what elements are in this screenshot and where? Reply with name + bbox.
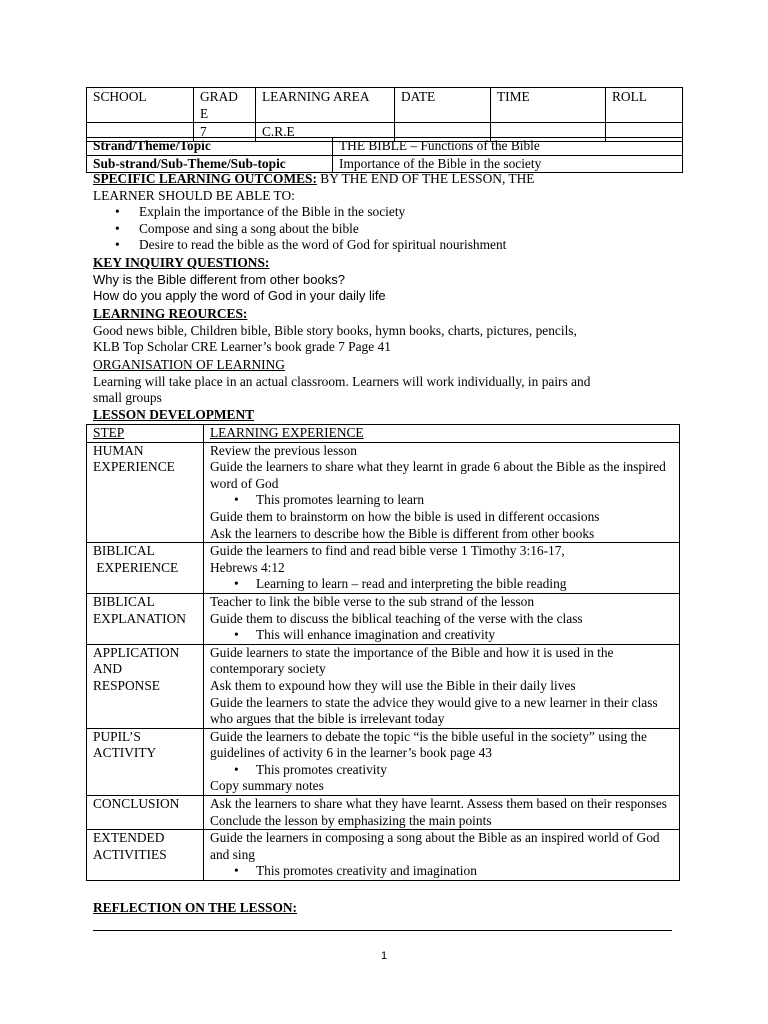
header-row [87,88,683,123]
outcome-item: • Desire to read the bible as the word of God for spiritual nourishment [93,237,683,254]
experience-line: Ask the learners to share what they have learnt. Assess them based on their responses [210,796,668,812]
reflection-heading: REFLECTION ON THE LESSON: [93,900,298,915]
step-cell: EXTENDED ACTIVITIES [87,830,204,881]
experience-cell [204,830,680,881]
strand-label: Strand/Theme/Topic [87,138,333,156]
experience-line: Review the previous lesson [210,442,357,458]
experience-cell [204,543,680,594]
school-header-cell: SCHOOL [87,88,194,123]
experience-line: Guide the learners to debate the topic “is the bible useful in the society” using the guidelines of activity 6 in the learner’s book page 43 [210,728,647,761]
inquiry-section [93,255,683,305]
experience-line: Guide the learners to state the advice they would give to a new learner in their class who argues that the bible is irrelevant today [210,694,658,727]
step-cell: HUMAN EXPERIENCE [87,442,204,543]
experience-bullet: • This promotes learning to learn [210,492,675,509]
outcomes-intro-text: BY THE END OF THE LESSON, THE [316,171,535,186]
resources-heading: LEARNING REOURCES: [93,306,248,321]
dev-row-human-experience [87,442,680,543]
experience-line: Guide the learners to share what they learnt in grade 6 about the Bible as the inspired word of God [210,459,666,491]
sub-strand-value: Importance of the Bible in the society [333,155,683,173]
roll-header-cell: ROLL [606,88,683,123]
step-cell: CONCLUSION [87,796,204,830]
outcomes-list [93,204,683,254]
inquiry-question: How do you apply the word of God in your daily life [93,288,386,304]
grade-header-cell: GRAD E [194,88,256,123]
experience-cell [204,728,680,795]
sub-strand-label: Sub-strand/Sub-Theme/Sub-topic [87,155,333,173]
time-header-cell: TIME [491,88,606,123]
resources-section [93,306,683,356]
experience-bullet: • This promotes creativity and imagination [210,863,675,880]
dev-row-extended-activities [87,830,680,881]
outcomes-intro-line2: LEARNER SHOULD BE ABLE TO: [93,187,295,203]
experience-bullet: • Learning to learn – read and interpreting the bible reading [210,576,675,593]
experience-cell [204,593,680,644]
lesson-development-table [86,424,680,881]
step-cell: BIBLICAL EXPERIENCE [87,543,204,594]
experience-line: Copy summary notes [210,778,324,794]
organisation-section [93,357,683,407]
strand-value: THE BIBLE – Functions of the Bible [333,138,683,156]
experience-line: Guide learners to state the importance of the Bible and how it is used in the contemporary society [210,644,614,677]
organisation-line: small groups [93,390,162,406]
experience-line: Guide them to brainstorm on how the bible is used in different occasions [210,508,600,524]
reflection-writing-line [93,930,672,931]
experience-bullet: • This promotes creativity [210,762,675,779]
step-cell: PUPIL’S ACTIVITY [87,728,204,795]
experience-cell [204,644,680,728]
learning-area-value-cell: C.R.E [256,123,395,142]
experience-line: Guide them to discuss the biblical teaching of the verse with the class [210,610,583,626]
date-header-cell: DATE [395,88,491,123]
grade-value-cell: 7 [194,123,256,142]
resources-line: Good news bible, Children bible, Bible story books, hymn books, charts, pictures, pencils, [93,322,577,338]
experience-line: Guide the learners in composing a song about the Bible as an inspired world of God and sing [210,830,660,862]
organisation-line: Learning will take place in an actual classroom. Learners will work individually, in pairs and [93,373,591,389]
experience-cell [204,796,680,830]
outcome-item: • Explain the importance of the Bible in the society [93,204,683,221]
lesson-header-table [86,87,683,142]
experience-line: Ask the learners to describe how the Bible is different from other books [210,525,595,541]
step-cell: BIBLICAL EXPLANATION [87,593,204,644]
dev-row-conclusion [87,796,680,830]
experience-line: Conclude the lesson by emphasizing the main points [210,812,492,828]
experience-column-header: LEARNING EXPERIENCE [204,425,680,443]
outcomes-heading: SPECIFIC LEARNING OUTCOMES: [93,171,317,186]
experience-line: Guide the learners to find and read bible verse 1 Timothy 3:16-17, Hebrews 4:12 [210,543,565,575]
learning-area-header-cell: LEARNING AREA [256,88,395,123]
outcomes-intro [93,171,683,188]
experience-bullet: • This will enhance imagination and creativity [210,627,675,644]
step-column-header: STEP [87,425,204,443]
inquiry-heading: KEY INQUIRY QUESTIONS: [93,255,270,270]
experience-line: Ask them to expound how they will use the Bible in their daily lives [210,677,576,693]
lesson-development-heading: LESSON DEVELOPMENT [93,407,255,422]
outcome-item: • Compose and sing a song about the bible [93,221,683,238]
dev-header-row [87,425,680,443]
step-cell: APPLICATION AND RESPONSE [87,644,204,728]
experience-line: Teacher to link the bible verse to the sub strand of the lesson [210,593,535,609]
dev-row-application-response [87,644,680,728]
dev-row-biblical-explanation [87,593,680,644]
inquiry-question: Why is the Bible different from other books? [93,271,345,287]
learning-outcomes-section [93,171,683,254]
dev-row-pupils-activity [87,728,680,795]
organisation-heading: ORGANISATION OF LEARNING [93,357,285,372]
page-number: 1 [380,950,388,962]
dev-row-biblical-experience [87,543,680,594]
strand-table [86,137,683,173]
resources-line: KLB Top Scholar CRE Learner’s book grade 7 Page 41 [93,339,391,355]
experience-cell [204,442,680,543]
